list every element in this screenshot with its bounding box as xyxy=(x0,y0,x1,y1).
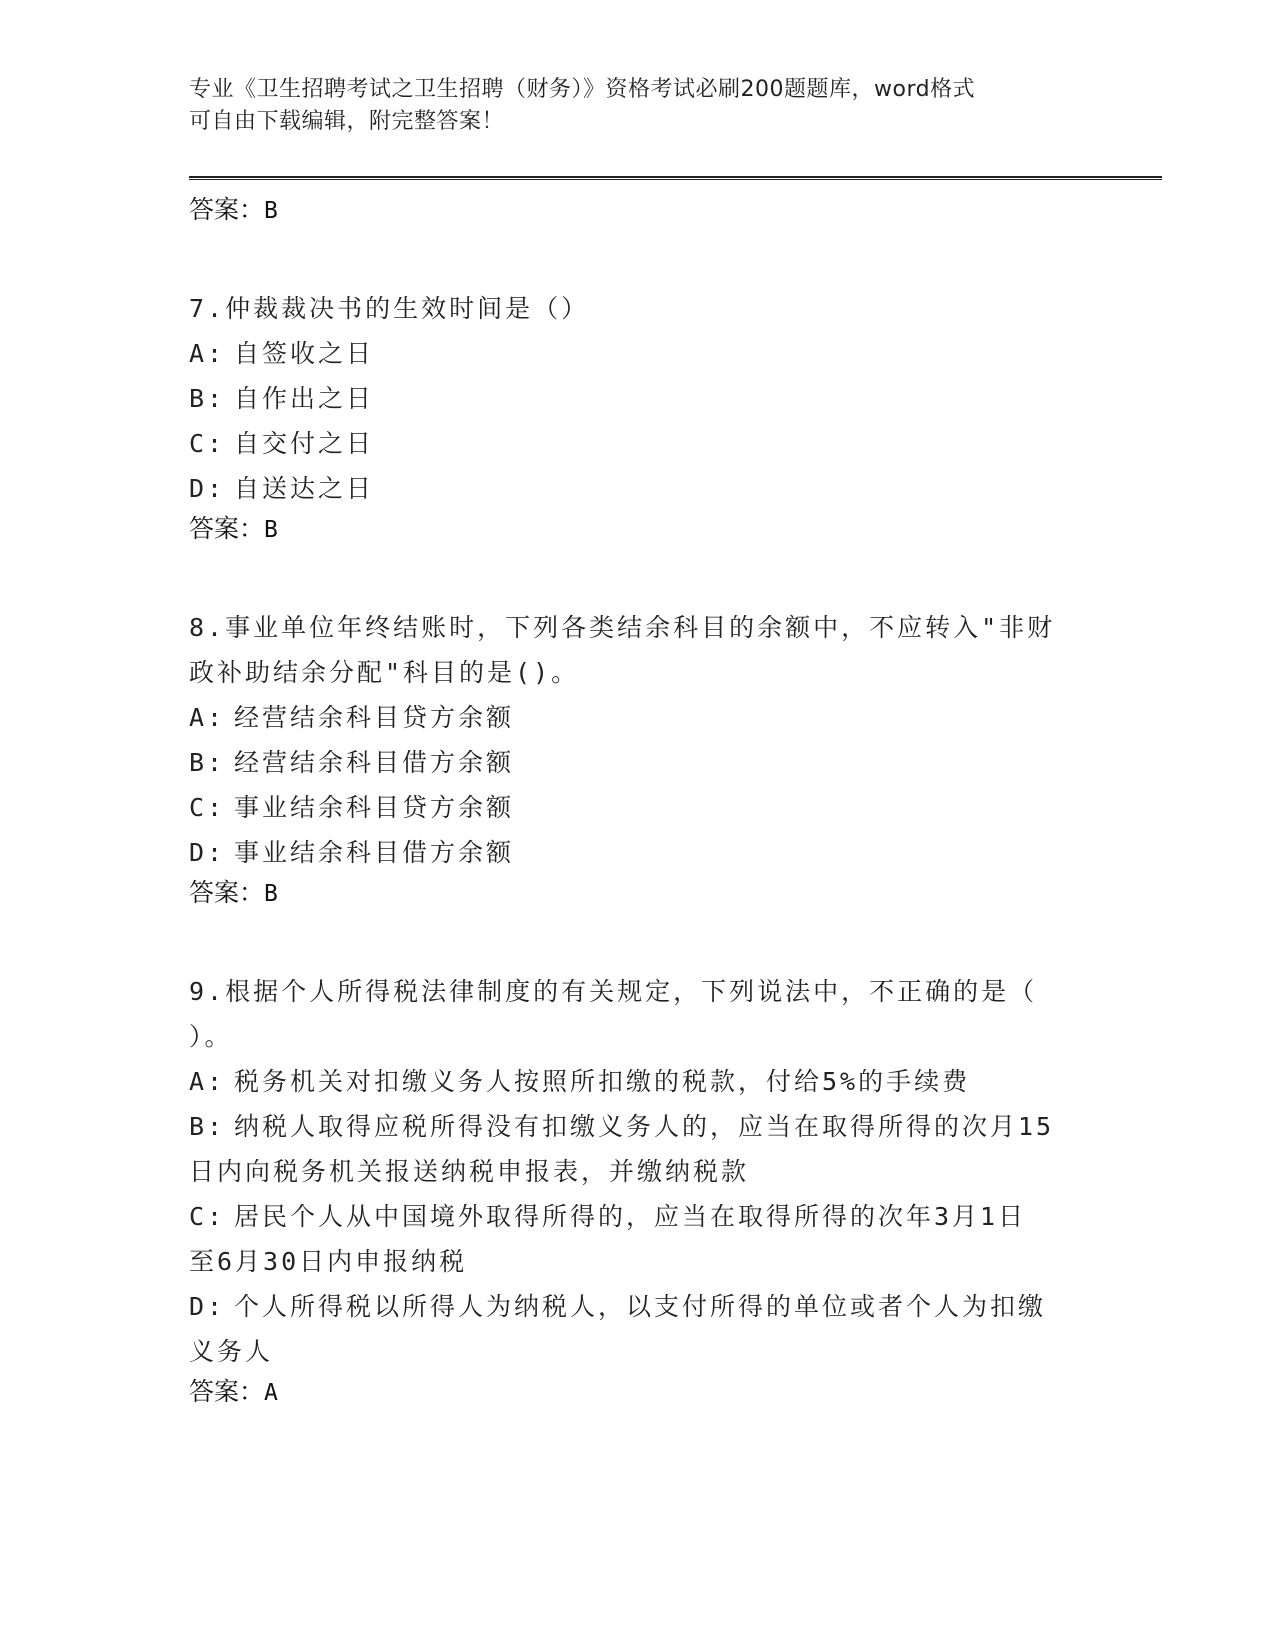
option-label: D: xyxy=(189,474,226,503)
option-label: D: xyxy=(189,1292,226,1321)
option-text: 自交付之日 xyxy=(234,429,375,458)
answer-option xyxy=(189,466,1089,511)
question-block xyxy=(189,286,1089,547)
option-line xyxy=(189,785,1089,830)
option-line xyxy=(189,466,1089,511)
option-line xyxy=(189,421,1089,466)
question-block xyxy=(189,605,1089,911)
option-label: C: xyxy=(189,793,226,822)
option-line xyxy=(189,830,1089,875)
answer-option xyxy=(189,1104,1089,1194)
option-line xyxy=(189,1149,1089,1194)
option-line xyxy=(189,695,1089,740)
answer-value: A xyxy=(264,1380,278,1406)
option-text: 个人所得税以所得人为纳税人，以支付所得的单位或者个人为扣缴 xyxy=(234,1292,1047,1321)
answer-line xyxy=(189,1374,1089,1410)
answer-label: 答案： xyxy=(189,514,265,543)
answer-value: B xyxy=(264,198,278,224)
option-line xyxy=(189,1284,1089,1329)
option-line xyxy=(189,1329,1089,1374)
answer-line xyxy=(189,875,1089,911)
header-divider xyxy=(189,176,1162,180)
option-label: C: xyxy=(189,1202,226,1231)
answer-value: B xyxy=(264,881,278,907)
question-text: ）。 xyxy=(189,1022,233,1051)
option-text: 经营结余科目借方余额 xyxy=(234,748,515,777)
answer-line xyxy=(189,511,1089,547)
option-line xyxy=(189,740,1089,785)
option-line xyxy=(189,331,1089,376)
answer-option xyxy=(189,830,1089,875)
option-line xyxy=(189,1239,1089,1284)
answer-option xyxy=(189,421,1089,466)
option-text: 日内向税务机关报送纳税申报表，并缴纳税款 xyxy=(189,1157,750,1186)
option-label: A: xyxy=(189,703,226,732)
answer-option xyxy=(189,331,1089,376)
option-text: 事业结余科目借方余额 xyxy=(234,838,515,867)
option-label: C: xyxy=(189,429,226,458)
option-text: 事业结余科目贷方余额 xyxy=(234,793,515,822)
answer-option xyxy=(189,1059,1089,1104)
option-text: 居民个人从中国境外取得所得的，应当在取得所得的次年3月1日 xyxy=(234,1202,1027,1231)
option-line xyxy=(189,1194,1089,1239)
answer-option xyxy=(189,376,1089,421)
option-label: B: xyxy=(189,748,226,777)
document-body xyxy=(189,192,1089,1410)
option-label: B: xyxy=(189,384,226,413)
option-text: 自送达之日 xyxy=(234,474,375,503)
answer-option xyxy=(189,1194,1089,1284)
option-label: A: xyxy=(189,339,226,368)
question-text: 7.仲裁裁决书的生效时间是（） xyxy=(189,294,590,323)
option-line xyxy=(189,1104,1089,1149)
question-text: 政补助结余分配"科目的是()。 xyxy=(189,658,580,687)
answer-line xyxy=(189,192,1089,228)
question-text: 8.事业单位年终结账时，下列各类结余科目的余额中，不应转入"非财 xyxy=(189,613,1056,642)
answer-label: 答案： xyxy=(189,195,265,224)
option-label: A: xyxy=(189,1067,226,1096)
answer-option xyxy=(189,785,1089,830)
header-line-1: 专业《卫生招聘考试之卫生招聘（财务）》资格考试必刷200题题库，word格式 xyxy=(189,77,976,102)
option-text: 自签收之日 xyxy=(234,339,375,368)
answer-label: 答案： xyxy=(189,1377,265,1406)
answer-label: 答案： xyxy=(189,878,265,907)
option-line xyxy=(189,1059,1089,1104)
option-text: 纳税人取得应税所得没有扣缴义务人的，应当在取得所得的次月15 xyxy=(234,1112,1055,1141)
option-text: 义务人 xyxy=(189,1337,274,1366)
answer-option xyxy=(189,1284,1089,1374)
header-line-2: 可自由下载编辑，附完整答案！ xyxy=(189,109,505,134)
option-text: 经营结余科目贷方余额 xyxy=(234,703,515,732)
document-header xyxy=(189,74,1089,138)
option-line xyxy=(189,376,1089,421)
option-label: B: xyxy=(189,1112,226,1141)
option-text: 自作出之日 xyxy=(234,384,375,413)
option-text: 税务机关对扣缴义务人按照所扣缴的税款，付给5%的手续费 xyxy=(234,1067,971,1096)
answer-option xyxy=(189,740,1089,785)
answer-option xyxy=(189,695,1089,740)
option-text: 至6月30日内申报纳税 xyxy=(189,1247,468,1276)
question-text: 9.根据个人所得税法律制度的有关规定，下列说法中，不正确的是（ xyxy=(189,977,1038,1006)
option-label: D: xyxy=(189,838,226,867)
answer-value: B xyxy=(264,517,278,543)
question-list xyxy=(189,286,1089,1410)
question-block xyxy=(189,969,1089,1410)
